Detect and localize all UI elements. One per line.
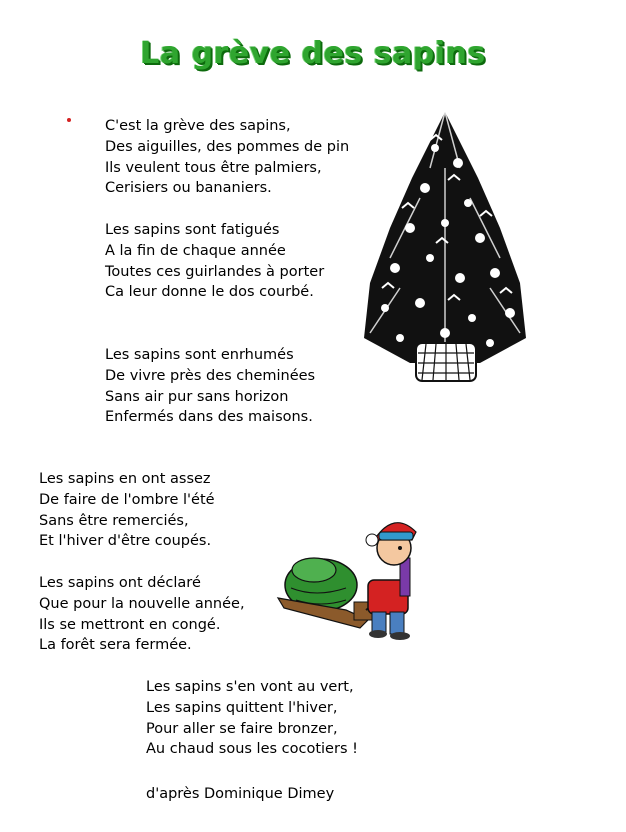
stanza-4 [39, 469, 215, 552]
poem-line: Ca leur donne le dos courbé. [105, 284, 314, 301]
poem-line: Et l'hiver d'être coupés. [39, 533, 212, 550]
poem-line: C'est la grève des sapins, [105, 118, 291, 134]
poem-line: Toutes ces guirlandes à porter [105, 263, 325, 280]
poem-line: Les sapins ont déclaré [39, 575, 201, 591]
child-pulling-tree-illustration [276, 510, 436, 642]
poem-line: A la fin de chaque année [105, 242, 286, 259]
poem-line: Enfermés dans des maisons. [105, 409, 313, 426]
poem-line: Ils veulent tous être palmiers, [105, 159, 322, 176]
christmas-tree-illustration [360, 108, 530, 386]
poem-line: Au chaud sous les cocotiers ! [146, 741, 358, 758]
poem-line: Les sapins en ont assez [39, 471, 211, 487]
poem-line: Ils se mettront en congé. [39, 616, 221, 633]
poem-line: Des aiguilles, des pommes de pin [105, 138, 350, 155]
poem-line: Les sapins quittent l'hiver, [146, 699, 338, 716]
bullet-marker [67, 118, 71, 122]
poem-line: Sans air pur sans horizon [105, 388, 289, 405]
stanza-6 [146, 677, 358, 760]
stanza-3 [105, 345, 315, 428]
poem-line: De faire de l'ombre l'été [39, 491, 215, 508]
poem-line: Les sapins sont enrhumés [105, 347, 294, 363]
stanza-1 [105, 116, 349, 199]
poem-line: Que pour la nouvelle année, [39, 595, 245, 612]
poem-line: Pour aller se faire bronzer, [146, 720, 338, 737]
poem-line: Cerisiers ou bananiers. [105, 180, 272, 197]
poem-line: La forêt sera fermée. [39, 637, 192, 654]
poem-line: Les sapins s'en vont au vert, [146, 679, 354, 695]
poem-line: De vivre près des cheminées [105, 367, 316, 384]
poem-line: Sans être remerciés, [39, 512, 189, 529]
stanza-2 [105, 220, 324, 303]
stanza-5 [39, 573, 245, 656]
attribution: d'après Dominique Dimey [146, 786, 335, 802]
poem-line: Les sapins sont fatigués [105, 222, 280, 238]
poem-title: La grève des sapins [140, 36, 486, 71]
